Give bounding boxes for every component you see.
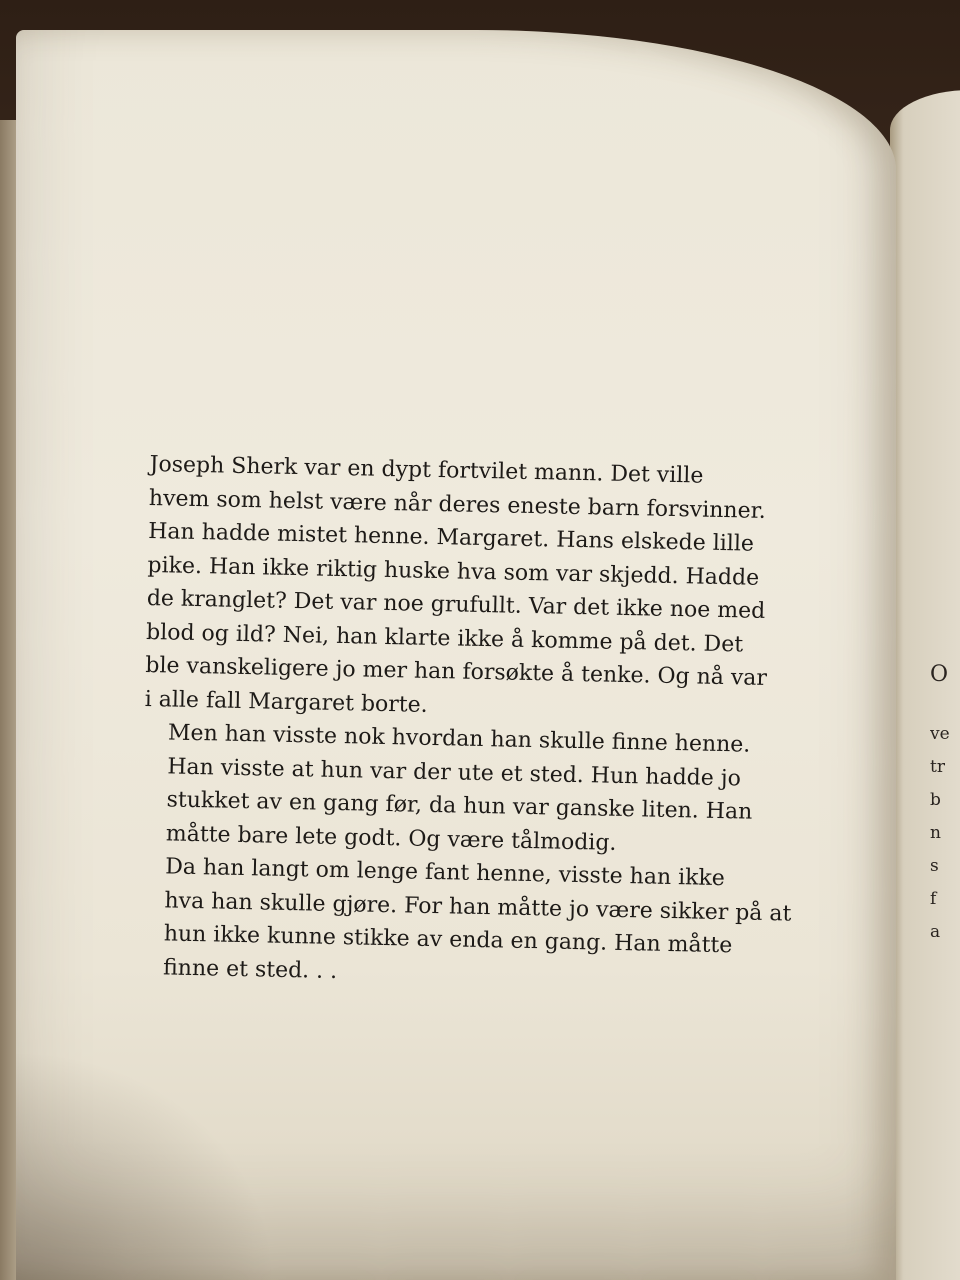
text-line: finne et sted. . .	[162, 954, 338, 984]
text-line: stukket av en gang før, da hun var ganske liten. Han	[166, 787, 753, 825]
text-line: Han hadde mistet henne. Margaret. Hans elskede lille	[147, 518, 755, 557]
text-line: ble vanskeligere jo mer han forsøkte å tenke. Og nå var	[145, 652, 768, 691]
text-line: hva han skulle gjøre. For han måtte jo være sikker på at	[164, 887, 792, 927]
facing-page-fragment: f	[930, 889, 937, 909]
facing-page-fragment: s	[930, 856, 939, 876]
facing-page-fragment: b	[930, 790, 941, 810]
text-line: pike. Han ikke riktig huske hva som var skjedd. Hadde	[147, 552, 760, 591]
paragraph	[139, 850, 802, 998]
text-line: hun ikke kunne stikke av enda en gang. Han måtte	[163, 921, 733, 959]
body-text	[139, 448, 810, 998]
text-line: måtte bare lete godt. Og være tålmodig.	[165, 820, 617, 856]
text-line: Da han langt om lenge fant henne, visste han ikke	[164, 854, 726, 892]
facing-page-fragment: O	[930, 662, 949, 687]
text-line: hvem som helst være når deres eneste barn forsvinner.	[148, 485, 766, 524]
text-line: blod og ild? Nei, han klarte ikke å komme på det. Det	[145, 619, 744, 657]
facing-page-fragment: a	[930, 922, 941, 942]
paragraph	[144, 448, 809, 730]
facing-page-text	[930, 660, 960, 949]
facing-page-fragment: ve	[930, 724, 950, 744]
facing-page-fragment: tr	[930, 757, 945, 777]
facing-page-fragment: n	[930, 823, 941, 843]
text-line: Men han visste nok hvordan han skulle finne henne.	[167, 720, 751, 758]
text-line: Han visste at hun var der ute et sted. Hun hadde jo	[167, 753, 742, 791]
text-line: Joseph Sherk var en dypt fortvilet mann. Det ville	[149, 451, 704, 489]
text-line: i alle fall Margaret borte.	[144, 686, 428, 718]
text-line: de kranglet? Det var noe grufullt. Var det ikke noe med	[146, 585, 766, 624]
paragraph	[142, 716, 805, 864]
